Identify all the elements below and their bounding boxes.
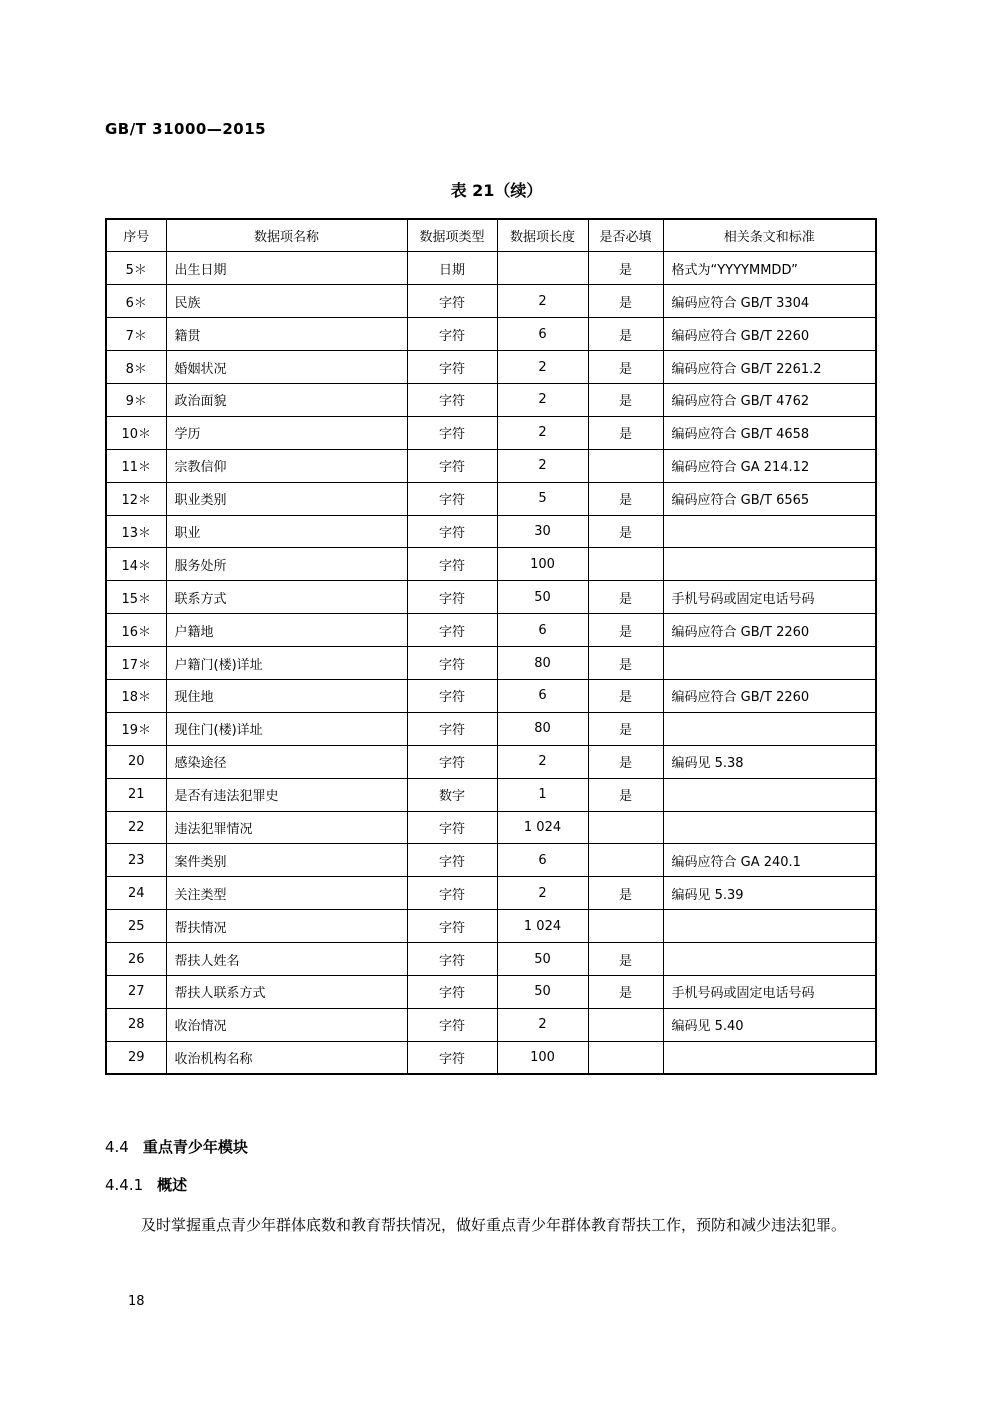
table-row (106, 252, 876, 285)
cell-seq: 29 (106, 1041, 166, 1074)
cell-item-name: 民族 (166, 285, 407, 318)
table-row (106, 877, 876, 910)
cell-seq: 18＊ (106, 679, 166, 712)
cell-item-name: 出生日期 (166, 252, 407, 285)
cell-item-length: 50 (497, 975, 588, 1008)
cell-item-name: 宗教信仰 (166, 449, 407, 482)
table-caption: 表 21（续） (450, 181, 543, 200)
cell-item-type: 字符 (407, 285, 497, 318)
cell-related-standard: 编码见 5.38 (663, 745, 876, 778)
cell-related-standard: 编码应符合 GB/T 2260 (663, 318, 876, 351)
table-row (106, 679, 876, 712)
cell-item-name: 政治面貌 (166, 383, 407, 416)
table-row (106, 351, 876, 384)
cell-item-name: 收治情况 (166, 1008, 407, 1041)
cell-item-length: 50 (497, 943, 588, 976)
cell-required: 是 (588, 712, 663, 745)
cell-related-standard: 编码应符合 GB/T 2260 (663, 679, 876, 712)
table-row (106, 416, 876, 449)
header-seq: 序号 (106, 219, 166, 252)
cell-related-standard: 编码见 5.39 (663, 877, 876, 910)
cell-item-name: 帮扶人联系方式 (166, 975, 407, 1008)
cell-related-standard (663, 943, 876, 976)
cell-seq: 24 (106, 877, 166, 910)
cell-item-name: 籍贯 (166, 318, 407, 351)
cell-item-name: 帮扶人姓名 (166, 943, 407, 976)
cell-related-standard: 编码应符合 GA 214.12 (663, 449, 876, 482)
cell-required (588, 1041, 663, 1074)
cell-required (588, 1008, 663, 1041)
cell-item-length: 2 (497, 877, 588, 910)
cell-related-standard: 编码见 5.40 (663, 1008, 876, 1041)
cell-seq: 25 (106, 910, 166, 943)
cell-seq: 8＊ (106, 351, 166, 384)
cell-item-name: 收治机构名称 (166, 1041, 407, 1074)
section-number: 4.4 (105, 1138, 129, 1156)
cell-seq: 12＊ (106, 482, 166, 515)
cell-item-length: 1 024 (497, 910, 588, 943)
cell-item-length: 2 (497, 416, 588, 449)
cell-seq: 28 (106, 1008, 166, 1041)
table-body (106, 252, 876, 1074)
cell-item-type: 字符 (407, 745, 497, 778)
cell-item-length: 2 (497, 285, 588, 318)
cell-required: 是 (588, 877, 663, 910)
cell-required: 是 (588, 778, 663, 811)
cell-required: 是 (588, 943, 663, 976)
table-row (106, 581, 876, 614)
cell-related-standard (663, 712, 876, 745)
cell-item-name: 户籍门(楼)详址 (166, 647, 407, 680)
cell-item-name: 帮扶情况 (166, 910, 407, 943)
cell-related-standard: 编码应符合 GB/T 2261.2 (663, 351, 876, 384)
cell-seq: 5＊ (106, 252, 166, 285)
cell-item-type: 字符 (407, 943, 497, 976)
cell-related-standard: 编码应符合 GB/T 3304 (663, 285, 876, 318)
cell-item-type: 数字 (407, 778, 497, 811)
cell-required (588, 910, 663, 943)
cell-related-standard: 编码应符合 GB/T 4658 (663, 416, 876, 449)
table-row (106, 1041, 876, 1074)
table-row (106, 745, 876, 778)
cell-item-length: 6 (497, 844, 588, 877)
cell-related-standard (663, 515, 876, 548)
cell-required: 是 (588, 383, 663, 416)
cell-item-name: 现住门(楼)详址 (166, 712, 407, 745)
cell-item-length: 2 (497, 449, 588, 482)
section-heading-4-4-1 (105, 1174, 187, 1195)
cell-item-length: 5 (497, 482, 588, 515)
cell-item-length: 2 (497, 1008, 588, 1041)
cell-item-length: 6 (497, 614, 588, 647)
table-row (106, 383, 876, 416)
cell-seq: 6＊ (106, 285, 166, 318)
header-required: 是否必填 (588, 219, 663, 252)
cell-item-length (497, 252, 588, 285)
table-row (106, 811, 876, 844)
table-row (106, 647, 876, 680)
cell-item-type: 字符 (407, 318, 497, 351)
cell-item-type: 字符 (407, 515, 497, 548)
data-items-table (105, 218, 877, 1075)
cell-item-type: 日期 (407, 252, 497, 285)
header-item-length: 数据项长度 (497, 219, 588, 252)
cell-item-type: 字符 (407, 647, 497, 680)
cell-seq: 13＊ (106, 515, 166, 548)
cell-seq: 19＊ (106, 712, 166, 745)
table-row (106, 910, 876, 943)
cell-item-type: 字符 (407, 1008, 497, 1041)
cell-required: 是 (588, 679, 663, 712)
cell-item-type: 字符 (407, 482, 497, 515)
cell-item-length: 2 (497, 351, 588, 384)
table-row (106, 318, 876, 351)
cell-item-type: 字符 (407, 416, 497, 449)
cell-related-standard: 编码应符合 GB/T 2260 (663, 614, 876, 647)
cell-related-standard: 编码应符合 GA 240.1 (663, 844, 876, 877)
cell-item-type: 字符 (407, 449, 497, 482)
cell-required: 是 (588, 975, 663, 1008)
cell-item-name: 职业 (166, 515, 407, 548)
cell-item-name: 联系方式 (166, 581, 407, 614)
cell-seq: 7＊ (106, 318, 166, 351)
cell-seq: 10＊ (106, 416, 166, 449)
cell-item-name: 学历 (166, 416, 407, 449)
cell-seq: 16＊ (106, 614, 166, 647)
cell-seq: 26 (106, 943, 166, 976)
cell-required: 是 (588, 482, 663, 515)
cell-item-length: 6 (497, 679, 588, 712)
cell-related-standard (663, 778, 876, 811)
cell-related-standard: 编码应符合 GB/T 4762 (663, 383, 876, 416)
cell-related-standard: 格式为“YYYYMMDD” (663, 252, 876, 285)
overview-paragraph: 及时掌握重点青少年群体底数和教育帮扶情况，做好重点青少年群体教育帮扶工作，预防和减少违法犯罪。 (141, 1216, 847, 1234)
table-row (106, 449, 876, 482)
table-row (106, 548, 876, 581)
cell-item-type: 字符 (407, 844, 497, 877)
table-row (106, 943, 876, 976)
cell-seq: 9＊ (106, 383, 166, 416)
cell-required (588, 844, 663, 877)
cell-item-name: 是否有违法犯罪史 (166, 778, 407, 811)
cell-required: 是 (588, 416, 663, 449)
cell-item-type: 字符 (407, 383, 497, 416)
section-heading-4-4 (105, 1136, 248, 1157)
cell-item-name: 职业类别 (166, 482, 407, 515)
cell-required: 是 (588, 318, 663, 351)
cell-item-length: 50 (497, 581, 588, 614)
cell-item-type: 字符 (407, 614, 497, 647)
cell-related-standard (663, 1041, 876, 1074)
cell-item-length: 1 (497, 778, 588, 811)
cell-item-length: 100 (497, 548, 588, 581)
cell-related-standard: 手机号码或固定电话号码 (663, 975, 876, 1008)
table-row (106, 778, 876, 811)
cell-item-name: 案件类别 (166, 844, 407, 877)
cell-required: 是 (588, 285, 663, 318)
cell-item-type: 字符 (407, 877, 497, 910)
table-row (106, 1008, 876, 1041)
cell-required: 是 (588, 614, 663, 647)
cell-item-type: 字符 (407, 811, 497, 844)
table-row (106, 482, 876, 515)
cell-item-name: 关注类型 (166, 877, 407, 910)
header-related-standard: 相关条文和标准 (663, 219, 876, 252)
cell-item-name: 违法犯罪情况 (166, 811, 407, 844)
cell-required: 是 (588, 647, 663, 680)
cell-item-name: 户籍地 (166, 614, 407, 647)
cell-seq: 14＊ (106, 548, 166, 581)
cell-item-type: 字符 (407, 975, 497, 1008)
cell-item-length: 100 (497, 1041, 588, 1074)
cell-item-length: 6 (497, 318, 588, 351)
table-row (106, 844, 876, 877)
cell-seq: 15＊ (106, 581, 166, 614)
cell-seq: 27 (106, 975, 166, 1008)
standard-code: GB/T 31000—2015 (105, 120, 267, 138)
cell-item-length: 2 (497, 745, 588, 778)
cell-related-standard: 编码应符合 GB/T 6565 (663, 482, 876, 515)
header-item-type: 数据项类型 (407, 219, 497, 252)
cell-required: 是 (588, 745, 663, 778)
cell-required (588, 449, 663, 482)
cell-item-type: 字符 (407, 910, 497, 943)
cell-related-standard (663, 910, 876, 943)
cell-item-type: 字符 (407, 581, 497, 614)
cell-item-type: 字符 (407, 712, 497, 745)
table-row (106, 614, 876, 647)
cell-seq: 20 (106, 745, 166, 778)
cell-item-type: 字符 (407, 679, 497, 712)
cell-required: 是 (588, 351, 663, 384)
section-number: 4.4.1 (105, 1176, 144, 1194)
cell-seq: 21 (106, 778, 166, 811)
cell-item-length: 80 (497, 647, 588, 680)
cell-seq: 17＊ (106, 647, 166, 680)
cell-item-length: 1 024 (497, 811, 588, 844)
cell-seq: 23 (106, 844, 166, 877)
cell-item-length: 80 (497, 712, 588, 745)
section-title: 重点青少年模块 (142, 1138, 248, 1156)
cell-required (588, 548, 663, 581)
page-number: 18 (128, 1294, 145, 1309)
cell-item-name: 婚姻状况 (166, 351, 407, 384)
section-title: 概述 (157, 1176, 188, 1194)
cell-related-standard (663, 811, 876, 844)
cell-seq: 11＊ (106, 449, 166, 482)
cell-required: 是 (588, 252, 663, 285)
cell-seq: 22 (106, 811, 166, 844)
cell-related-standard (663, 548, 876, 581)
table-row (106, 975, 876, 1008)
cell-item-name: 现住地 (166, 679, 407, 712)
header-item-name: 数据项名称 (166, 219, 407, 252)
cell-related-standard (663, 647, 876, 680)
table-row (106, 515, 876, 548)
cell-item-length: 30 (497, 515, 588, 548)
cell-item-type: 字符 (407, 1041, 497, 1074)
cell-related-standard: 手机号码或固定电话号码 (663, 581, 876, 614)
table-header-row (106, 219, 876, 252)
cell-required: 是 (588, 515, 663, 548)
cell-item-name: 服务处所 (166, 548, 407, 581)
cell-item-type: 字符 (407, 548, 497, 581)
cell-item-length: 2 (497, 383, 588, 416)
cell-item-type: 字符 (407, 351, 497, 384)
cell-required (588, 811, 663, 844)
table-row (106, 285, 876, 318)
cell-item-name: 感染途径 (166, 745, 407, 778)
cell-required: 是 (588, 581, 663, 614)
table-row (106, 712, 876, 745)
